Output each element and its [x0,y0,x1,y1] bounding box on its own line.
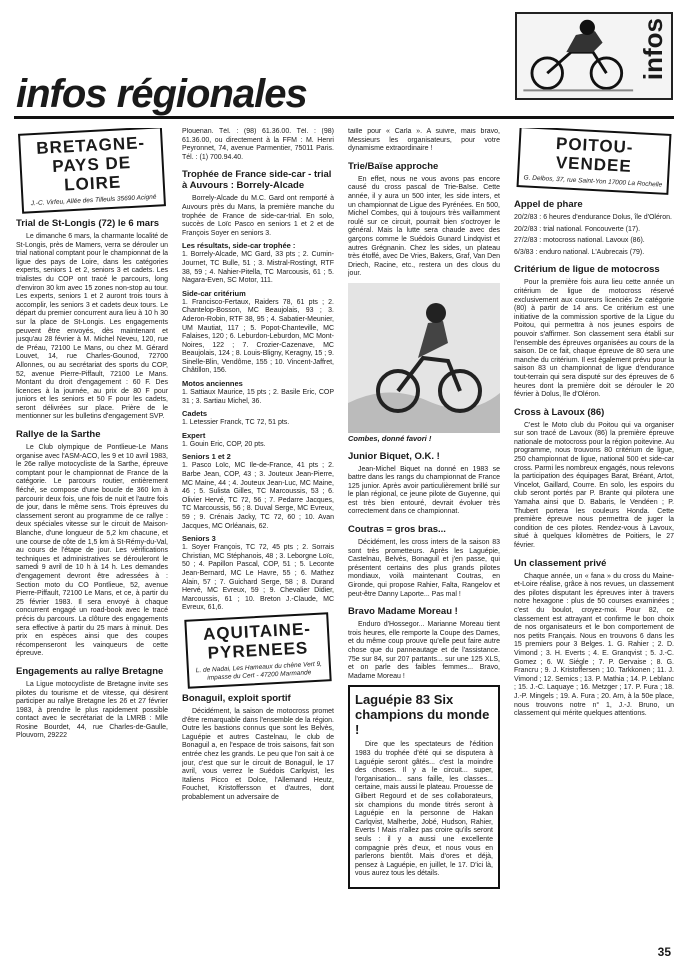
article-title: Trophée de France side-car - trial à Auvours : Borrely-Alcade [182,169,332,192]
article-body: Enduro d'Hossegor... Marianne Moreau tient trois heures, elle remporte la Coupe des Dames, et du même coup prouve qu'elle peut faire autre chose que du panneautage et de l'assistance. 75e sur 84, sur 207 partants... sur une 125 XLS, et on parle des faibles femmes... Bravo, Madame Moreau ! [348,621,500,680]
article-body: Borrely-Alcade du M.C. Gard ont remporté à Auvours près du Mans, la première manche du trophée de France de side-car-trial. En solo, succès de Loïc Pasco en seniors 1 et 2 et de François Soyer en seniors 3. [182,195,334,237]
motocross-photo [348,283,500,433]
article-title: Cross à Lavoux (86) [514,406,605,418]
region-title: AQUITAINE-PYRENEES [202,619,312,663]
article-body: Pour la première fois aura lieu cette année un critérium de ligue de motocross réservé exclusivement aux coureurs licenciés 2e catégorie (80) à partir de 14 ans. Ce critérium est une initiative de la commission sportive de la Ligue du Poitou, qui permettra à nos jeunes espoirs de pouvoir s'affirmer. Son classement sera établi sur l'ensemble des épreuves organisées au cours de la saison. De ce fait, chaque épreuve de 80 sera une manche du critérium. Il est également prévu pour la saison 83 un championnat de ligue d'endurance tout-terrain qui sera disputé sur des épreuves de 6 heures dont la première doit se dérouler le 20 février à Dolus, île d'Oléron. [514,279,674,399]
article-title: Rallye de la Sarthe [16,429,101,441]
region-address: J.-C. Virfeu, Allée des Tilleuls 35690 Acigné [30,193,157,208]
region-title: POITOU-VENDEE [555,134,634,176]
article-title: Coutras = gros bras... [348,524,446,536]
column-2 [182,128,334,948]
region-header-aquitaine [184,612,331,688]
article-title: Trie/Baïse approche [348,160,439,172]
results-heading: Les résultats, side-car trophée : [182,241,296,251]
article-title: Bonaguil, exploit sportif [182,692,291,704]
article-body: La Ligue motocycliste de Bretagne invite ses pilotes du tourisme et de vitesse, qui désirent participer au rallye Bretagne les 26 et 27 février 1983, à prendre le plus rapidement possible contact avec le secrétariat de la LMRB : Mlle Rosine Bourdet, 44, rue Charles-de-Gaulle, Plouvorn, 29222 [16,680,168,740]
article-title: Bravo Madame Moreau ! [348,606,458,618]
article-body: Le dimanche 6 mars, la charmante localité de St-Longis, près de Mamers, verra se dérouler un trial national comptant pour le championnat de la ligue des pays de Loire, dans les catégories experts, seniors 1 et 2, seniors 3 et cadets. Les trialistes du COP ont tracé le parcours, long d'environ 30 km avec 15 zones non-stop au tour. Les experts, seniors 1 et 2 auront trois tours à accomplir, les seniors 3 et cadets deux tours. Le départ du premier concurrent aura lieu à 10 h 30 sur la place de St-Longis. Les engagements peuvent être envoyés, dès maintenant et jusqu'au 28 février à M. Michel Neveu, 120, rue de Préau, 72100 Le Mans, ou chez M. Gérard Louvet, 14, rue Charles-Gounod, 72700 Allonnes, ou au secrétariat des sports du COP, 52, avenue Pierre-Piffault, 72100 Le Mans. Montant du droit d'engagement : 60 F. Des licences à la journée, au prix de 80 F pour juniors et les seniors et 50 F pour les cadets, seront délivrées sur place. Prière de le mentionner sur les bulletins d'engagement SVP. [16,233,168,421]
article-body: Jean-Michel Biquet na donné en 1983 se battre dans les rangs du championnat de France 125 junior. Après avoir particulièrement brillé sur le plan régional, ce jeune pilote de Guyenne, qui est très bien entouré, devrait évoluer très correctement dans ce championnat. [348,465,500,516]
region-header-bretagne [18,128,166,214]
results-list: 1. Gouin Eric, COP, 20 pts. [182,440,266,448]
results-heading: Expert [182,430,206,440]
boxed-body: Dire que les spectateurs de l'édition 1983 du trophée d'été qui se disputera à Laguépie seront gâtés... c'est la moindre des choses. Il y a le circuit... super, l'organisation... sans faille, les classes... certaine, mais aussi le plateau. Prouesse de Gilbert Regourd et de ses collaborateurs, six champions du monde titrés seront à Laguépie en la personne de Hakan Carlqvist, Malherbe, Jobé, Hudson, Rahier, Everts ! Mais n'allez pas croire qu'ils seront seuls : il y a aussi une excellente compagnie près d'eux, et nous vous en parlerons bientôt. Mais d'ores et déjà, pensez à Laguépie, en juillet, le 17. D'ici là, vous aurez tous les détails. [355,741,493,878]
results-heading: Seniors 1 et 2 [182,452,231,462]
results-list: 1. Pasco Loïc, MC Ile-de-France, 41 pts ; 2. Barbe Jean, COP, 43 ; 3. Jouteux Jean-Pierre, MC Maine, 44 ; 4. Jouteux Jean-Luc, MC Maine, 46 ; 5. Sulista Gilles, TC Marcoussis, 53 ; 6. Olivier Hervé, TC 72, 56 ; 7. Pedarre Jacques, TC Marcoussis, 56 ; 8. Duval Serge, MC Evreux, 59 ; 9. Crénais Jacky, TC 72, 60 ; 10. Avan Jacques, MC Orléanais, 62. [182,462,334,530]
boxed-title: Laguépie 83 Six champions du monde ! [355,692,490,738]
article-title: Engagements au rallye Bretagne [16,665,164,677]
rider-image [348,283,500,433]
article-continuation: taille pour « Carla ». A suivre, mais bravo, Messieurs les organisateurs, pour votre dynamisme extraordinaire ! [348,128,500,153]
page-number: 35 [657,945,671,959]
results-list: 1. Soyer François, TC 72, 45 pts ; 2. Sorrais Christian, MC Stéphanois, 48 ; 3. Leborgne Loïc, 50 ; 4. Papillon Pascal, COP, 51 ; 5. Leconte Jean-Bernard, MC Le Havre, 55 ; 6. Mathez Alain, 57 ; 7. Guichard Serge, 58 ; 8. Durand Hervé, MC Evreux, 59 ; 9. Chevalier Didier, Marcoussis, 61 ; 10. Breton J.-Claude, MC Evreux, 61,6. [182,544,334,612]
photo-caption: Combes, donné favori ! [348,433,432,443]
region-title: BRETAGNE-PAYS DE LOIRE [35,133,146,195]
title-rule [14,116,674,119]
results-list: 1. Sattiaux Maurice, 15 pts ; 2. Basile Eric, COP 31 ; 3. Sartiau Michel, 36. [182,389,334,405]
region-address: G. Delbos, 37, rue Saint-Yon 17000 La Rochelle [523,174,663,189]
event-item: 6/3/83 : enduro national. L'Aubrecais (79). [514,248,645,256]
article-body: C'est le Moto club du Poitou qui va organiser sur son tracé de Lavoux (86) la première épreuve nationale de motocross pour la région poitevine. Au programme, nous trouvons 80 critérium de ligue, 250 championnat de ligue, national 500 et side-car cross. Parmi les nombreux engagés, nous relevons la participation des équipages Barat, Bréant, Artot, Vincelot, Gaillard, Courre. En solo, les espoirs du club seront portés par P. Brante qui pilotera une Yamaha ainsi que D. Babaris, le Vendéen ; P. Thubert portera les couleurs Honda. Cette première épreuve nous permettra de juger la condition de ces pilotes. Rendez-vous à Lavoux, situé à quelques kilomètres de Poitiers, le 27 février. [514,421,674,549]
region-header-poitou [517,128,672,195]
column-3 [348,128,500,948]
boxed-article [348,685,500,889]
article-title: Critérium de ligue de motocross [514,264,660,276]
region-address: L. de Nadai, Les Hameaux du chêne Vert 9, impasse du Cert - 47200 Marmande [195,660,323,682]
article-body: Décidément, la saison de motocross promet d'être remarquable dans l'ensemble de la région. Outre les bastions connus que sont les Belvès, Laguépie et autres Castelnau, le club de Bonaguil a, en l'espace de trois saisons, fait son entrée chez les grands. Le peu que l'on sait à ce jour, c'est que sur le circuit de Bonaguil, le 17 avril, vous verrez le Suédois Carlqvist, les Italiens Picco et Dolce, l'Allemand Heutz, Fouchet, Kristoffersson et d'autres, dont probablement un adversaire de [182,707,334,801]
results-heading: Side-car critérium [182,288,246,298]
article-body: Décidément, les cross inters de la saison 83 sont très prometteurs. Après les Laguépie, Castelnau, Belvès, Bonaguil et j'en passe, qui présentent certains des plus grands pilotes mondiaux, voilà maintenant Coutras, en Gironde, qui propose Rahier, Falta, Rangelov et peut-être Danny Laporte... Pas mal ! [348,539,500,598]
article-title: Junior Biquet, O.K. ! [348,450,440,462]
column-1 [16,128,168,948]
event-item: 20/2/83 : trial national. Foncouverte (17). [514,225,641,233]
article-title: Appel de phare [514,199,583,210]
article-continuation: Plouenan. Tél. : (98) 61.36.00. Tél. : (98) 61.36.00, ou directement à la FFM : M. Henri Peyronnet, 74, avenue Parmentier, 75011 Paris. Tél. : (1) 700.94.40. [182,128,334,161]
results-list: 1. Francisco-Fertaux, Raiders 78, 61 pts ; 2. Chantelop-Bosson, MC Beaujolais, 93 ; 3. Aderon-Robin, RTF 38, 95 ; 4. Sabatier-Meunier, UM Mautiat, 117 ; 5. Popot-Chanteville, MC Falaises, 120 ; 6. Leburdon-Leburdon, MC Mont-Noires, 122 ; 7. Crozier-Cazenave, MC Beaujolais, 124 ; 8. Louis-Bligny, Keragny, 15 ; 9. Sinelle-Blin, Vendôme, 155 ; 10. Vincent-Jaffret, Châtillon, 156. [182,298,334,375]
event-item: 27/2/83 : motocross national. Lavoux (86). [514,237,645,245]
article-title: Trial de St-Longis (72) le 6 mars [16,218,160,229]
results-heading: Seniors 3 [182,534,216,544]
logo-text: infos [638,18,668,81]
results-list: 1. Borrely-Alcade, MC Gard, 33 pts ; 2. Cumin-Journet, TC Bulle, 51 ; 3. Mistral-Rostingt, RTF 38, 59 ; 4. Nahier-Pitella, TC Marcousis, 61 ; 5. Nagara-Even, SC Motor, 111. [182,251,334,285]
results-heading: Motos anciennes [182,379,243,389]
article-body: Chaque année, un « fana » du cross du Maine-et-Loire réalise, grâce à nos revues, un classement des pilotes disputant les épreuves inter à travers notre hexagone : plus de 50 courses examinées ; c'est du boulot, croyez-moi. Pour 82, ce classement est attrayant et confirme le bon choix de nos organisateurs et le bon comportement de nos petits Français. Nous en trouvons 6 dans les 15 premiers pour 3 Belges. 1. G. Rahier ; 2. D. Vimond ; 3. H. Everts ; 4. E. Granqvist ; 5. J.-C. Gomez ; 6. W. Siégle ; 7. P. Gervaise ; 8. G. Francru ; 9. J. Kristoffersen ; 10. Tarkkonen ; 11. J. Vimond ; 12. Semics ; 13. P. Mathia ; 14. P. Leblanc ; 15. J.-C. Laquaye ; 16. Metzger ; 17. P. Fura ; 18. J.-P. Mingels ; 19. A. Fura ; 20. Arn, à la 50e place, nous trouvons notre n° 1, J.-J. Bruno, un classement qui mérite quelques attentions. [514,572,674,718]
results-heading: Cadets [182,409,208,419]
article-title: Un classement privé [514,557,607,569]
column-4 [514,128,674,948]
results-list: 1. Letessier Franck, TC 72, 51 pts. [182,419,290,427]
article-body: En effet, nous ne vous avons pas encore causé du cross pascal de Trie-Baïse. Cette année, il y aura un 500 inter, les side inters, et un championnat de Ligue des Pyrénées. En 500, Michel Combes, qui à toujours très vaillamment roulé sur ce circuit, pourrait bien s'octroyer le général. Mais la lutte sera chaude avec des garçons comme le Suédois Gunard Lindqvist et autres Grégnanin. Chez les sides, un plateau très étoffé, avec De Vries, Bakers, Graf, Van Den Driech, Racine, etc., restera un des clous du jour. [348,175,500,278]
infos-logo [515,12,673,100]
article-body: Le Club olympique de Pontlieue-Le Mans organise avec l'ASM-ACO, les 9 et 10 avril 1983, le 26e rallye motocycliste de la Sarthe, épreuve comptant pour le championnat de France de la catégorie. Le parcours routier, entièrement fléché, se compose d'une boucle de 360 km à parcourir deux fois, une fois de nuit et l'autre fois de jour, dans le même sens. Trois épreuves du classement seront au programme de ce rallye : deux spéciales vitesse sur le circuit de Maison-Blanche, d'une longueur de 5,2 km chacune, et une course de côte de 1,5 km à St-Rémy-du-Val, au cours de l'étape de jour. Les vérifications techniques et administratives se dérouleront le samedi 9 avril de 10 h à 14 h. Les demandes d'engagement devront être adressées à : Section moto du CO Pontlieue, 52, avenue Pierre-Piffault, 72100 Le Mans, et ce, à partir du 25 février 1983. Il sera envoyé à chaque concurrent engagé un road-book avec le tracé précis du parcours. La clôture des engagements sera effective à partir du 25 mars à minuit. Des prix en espèces ainsi que des coupes récompenseront les vainqueurs de cette épreuve. [16,444,168,658]
page-title: infos régionales [16,72,307,116]
event-item: 20/2/83 : 6 heures d'endurance Dolus, île d'Oléron. [514,214,672,221]
